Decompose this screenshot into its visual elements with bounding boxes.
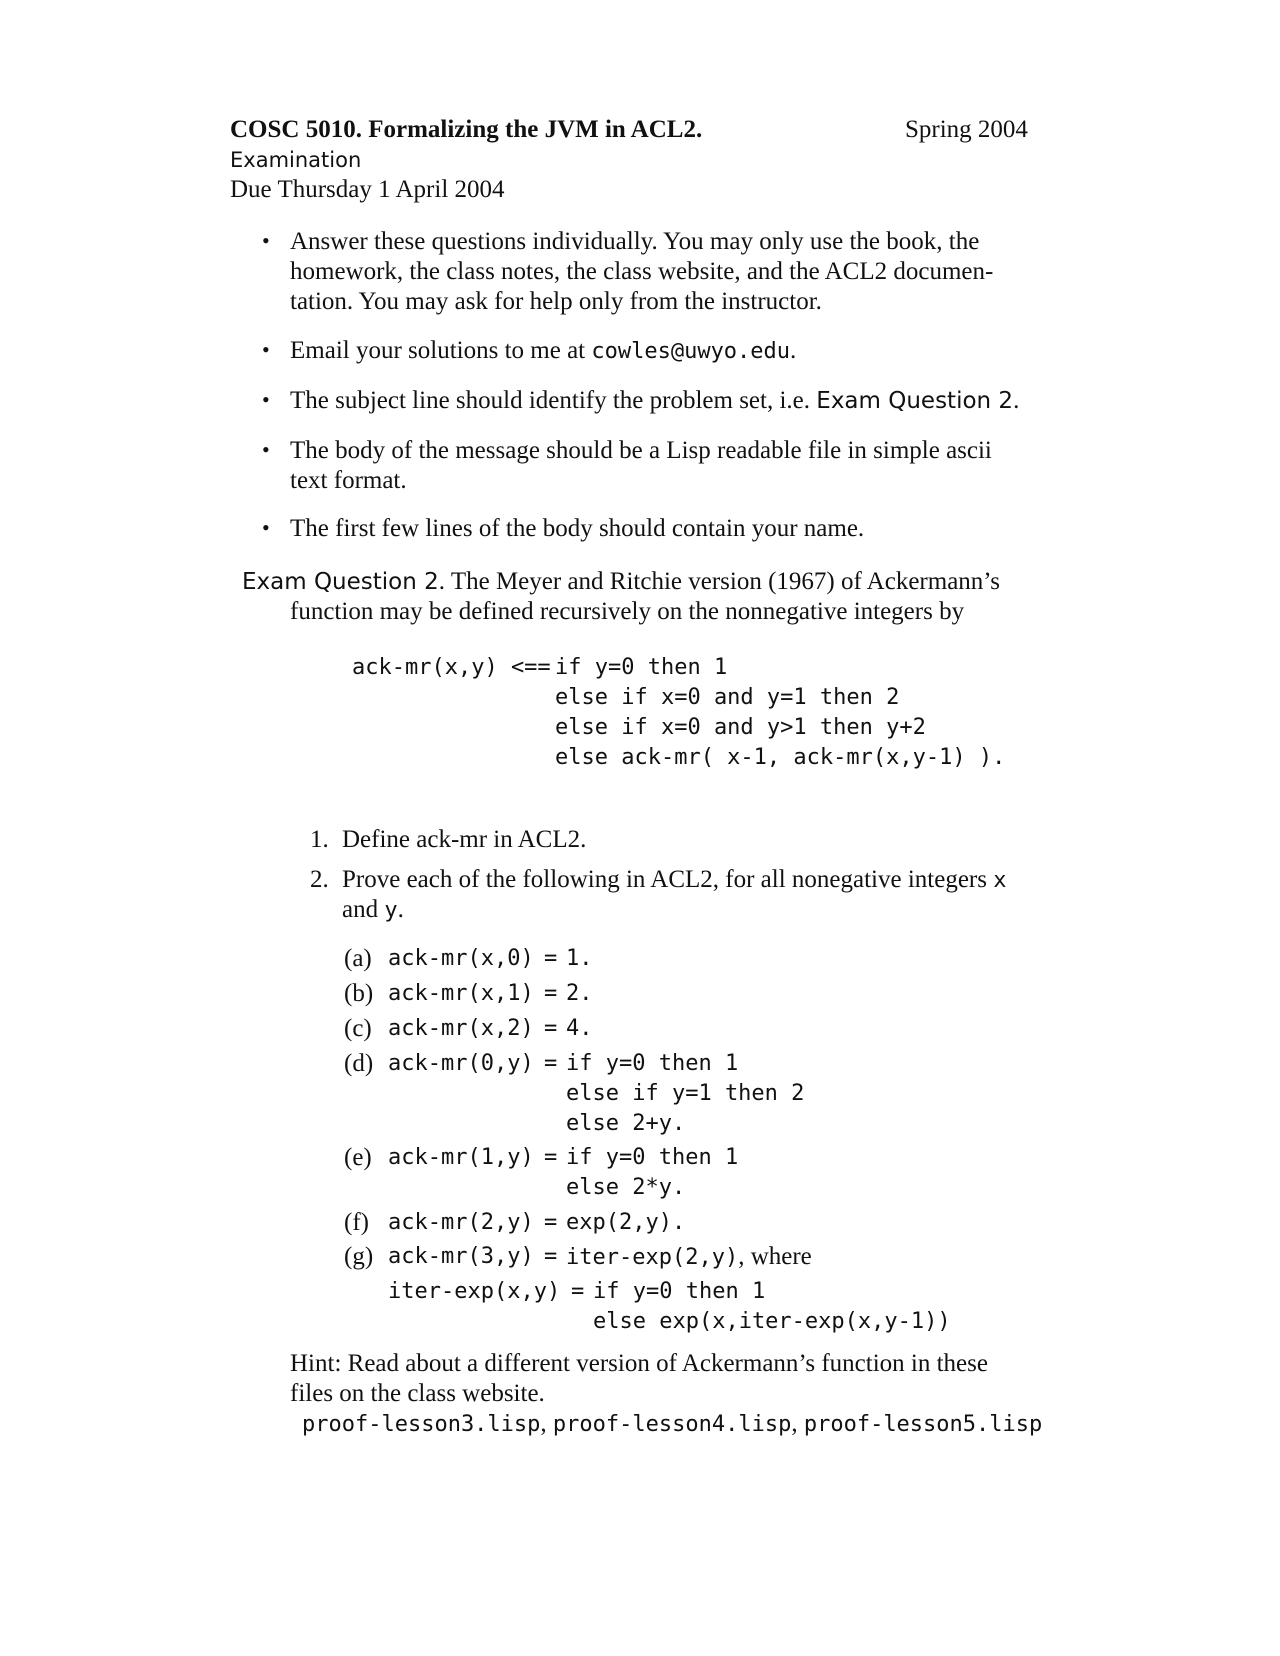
item-d-rhs-line: else 2+y. [566, 1111, 686, 1136]
variable-x: x [993, 868, 1007, 893]
item-e-rhs-line: if y=0 then 1 [566, 1145, 739, 1170]
question-label: Exam Question 2 [242, 569, 439, 595]
item-d-rhs-line: if y=0 then 1 [566, 1051, 739, 1076]
item-f-rhs: exp(2,y). [566, 1210, 686, 1235]
term-label: Spring 2004 [905, 116, 1028, 143]
task-1-text: Define ack-mr in ACL2. [342, 826, 587, 853]
instruction-3-period: . [1013, 387, 1020, 414]
definition-line: else if x=0 and y=1 then 2 [555, 685, 900, 710]
item-g-rhs [566, 1242, 812, 1273]
equals-sign: = [544, 946, 558, 971]
instruction-3-text: The subject line should identify the problem set, i.e. [290, 387, 817, 414]
doc-type: Examination [230, 148, 362, 172]
instruction-2-period: . [790, 337, 797, 364]
item-e-lhs: ack-mr(1,y) [388, 1145, 534, 1170]
bullet-icon: • [262, 228, 270, 253]
equals-sign: = [544, 1051, 558, 1076]
definition-lhs: ack-mr(x,y) <== [352, 655, 551, 680]
instruction-1-line-3: tation. You may ask for help only from the instructor. [290, 288, 822, 315]
item-a-label: (a) [344, 945, 372, 972]
item-d-label: (d) [344, 1050, 374, 1077]
instruction-2 [290, 336, 796, 367]
task-2-line-2 [342, 895, 404, 926]
equals-sign: = [544, 1145, 558, 1170]
equals-sign: = [571, 1279, 585, 1304]
equals-sign: = [544, 1210, 558, 1235]
item-b-label: (b) [344, 980, 374, 1007]
instruction-5: The first few lines of the body should contain your name. [290, 515, 865, 542]
file-separator: , [791, 1410, 804, 1437]
variable-y: y [384, 898, 398, 923]
item-c-label: (c) [344, 1015, 372, 1042]
task-2-and: and [342, 896, 385, 923]
instruction-4-line-1: The body of the message should be a Lisp readable file in simple ascii [290, 437, 992, 464]
file-separator: , [540, 1410, 553, 1437]
item-b-rhs: 2. [566, 981, 593, 1006]
bullet-icon: • [262, 337, 270, 362]
instruction-1-line-2: homework, the class notes, the class website, and the ACL2 documen- [290, 258, 994, 285]
equals-sign: = [544, 1016, 558, 1041]
hint-line-1: Hint: Read about a different version of Ackermann’s function in these [290, 1350, 988, 1377]
instruction-3 [290, 386, 1019, 416]
item-f-lhs: ack-mr(2,y) [388, 1210, 534, 1235]
definition-line: if y=0 then 1 [555, 655, 728, 680]
item-g-lhs: ack-mr(3,y) [388, 1244, 534, 1269]
course-title: COSC 5010. Formalizing the JVM in ACL2. [230, 116, 703, 143]
instruction-2-text: Email your solutions to me at [290, 337, 592, 364]
question-intro-line-1 [242, 567, 1000, 597]
item-g-rhs-code: iter-exp(2,y) [566, 1245, 739, 1270]
item-d-rhs-line: else if y=1 then 2 [566, 1081, 805, 1106]
item-c-lhs: ack-mr(x,2) [388, 1016, 534, 1041]
hint-line-2: files on the class website. [290, 1380, 545, 1407]
item-g-label: (g) [344, 1243, 374, 1270]
definition-line: else ack-mr( x-1, ack-mr(x,y-1) ). [555, 745, 1006, 770]
hint-file-list [302, 1409, 1042, 1440]
iter-exp-rhs-line: if y=0 then 1 [593, 1279, 766, 1304]
task-2-period: . [397, 896, 404, 923]
item-a-rhs: 1. [566, 946, 593, 971]
item-e-label: (e) [344, 1144, 372, 1171]
iter-exp-rhs-line: else exp(x,iter-exp(x,y-1)) [593, 1309, 951, 1334]
due-date: Due Thursday 1 April 2004 [230, 176, 505, 203]
item-g-where: , where [738, 1243, 812, 1270]
equals-sign: = [544, 981, 558, 1006]
instruction-4-line-2: text format. [290, 467, 407, 494]
item-a-lhs: ack-mr(x,0) [388, 946, 534, 971]
question-intro-line-2: function may be defined recursively on the nonnegative integers by [290, 598, 965, 625]
task-2-text: Prove each of the following in ACL2, for all nonegative integers [342, 866, 994, 893]
question-intro-text: . The Meyer and Ritchie version (1967) of Ackermann’s [438, 568, 1000, 595]
equals-sign: = [544, 1244, 558, 1269]
bullet-icon: • [262, 437, 270, 462]
item-c-rhs: 4. [566, 1016, 593, 1041]
task-2-number: 2. [310, 866, 329, 893]
iter-exp-lhs: iter-exp(x,y) [388, 1279, 561, 1304]
instructor-email[interactable]: cowles@uwyo.edu [591, 339, 791, 364]
bullet-icon: • [262, 387, 270, 412]
file-link-lesson3[interactable]: proof-lesson3.lisp [302, 1412, 541, 1437]
definition-line: else if x=0 and y>1 then y+2 [555, 715, 926, 740]
file-link-lesson4[interactable]: proof-lesson4.lisp [552, 1412, 792, 1437]
item-b-lhs: ack-mr(x,1) [388, 981, 534, 1006]
item-e-rhs-line: else 2*y. [566, 1175, 686, 1200]
task-1-number: 1. [310, 826, 329, 853]
item-d-lhs: ack-mr(0,y) [388, 1051, 534, 1076]
item-f-label: (f) [344, 1209, 369, 1236]
subject-line-example: Exam Question 2 [816, 388, 1014, 414]
task-2-line-1 [342, 865, 1006, 896]
file-link-lesson5[interactable]: proof-lesson5.lisp [803, 1412, 1043, 1437]
bullet-icon: • [262, 515, 270, 540]
instruction-1-line-1: Answer these questions individually. You may only use the book, the [290, 228, 980, 255]
